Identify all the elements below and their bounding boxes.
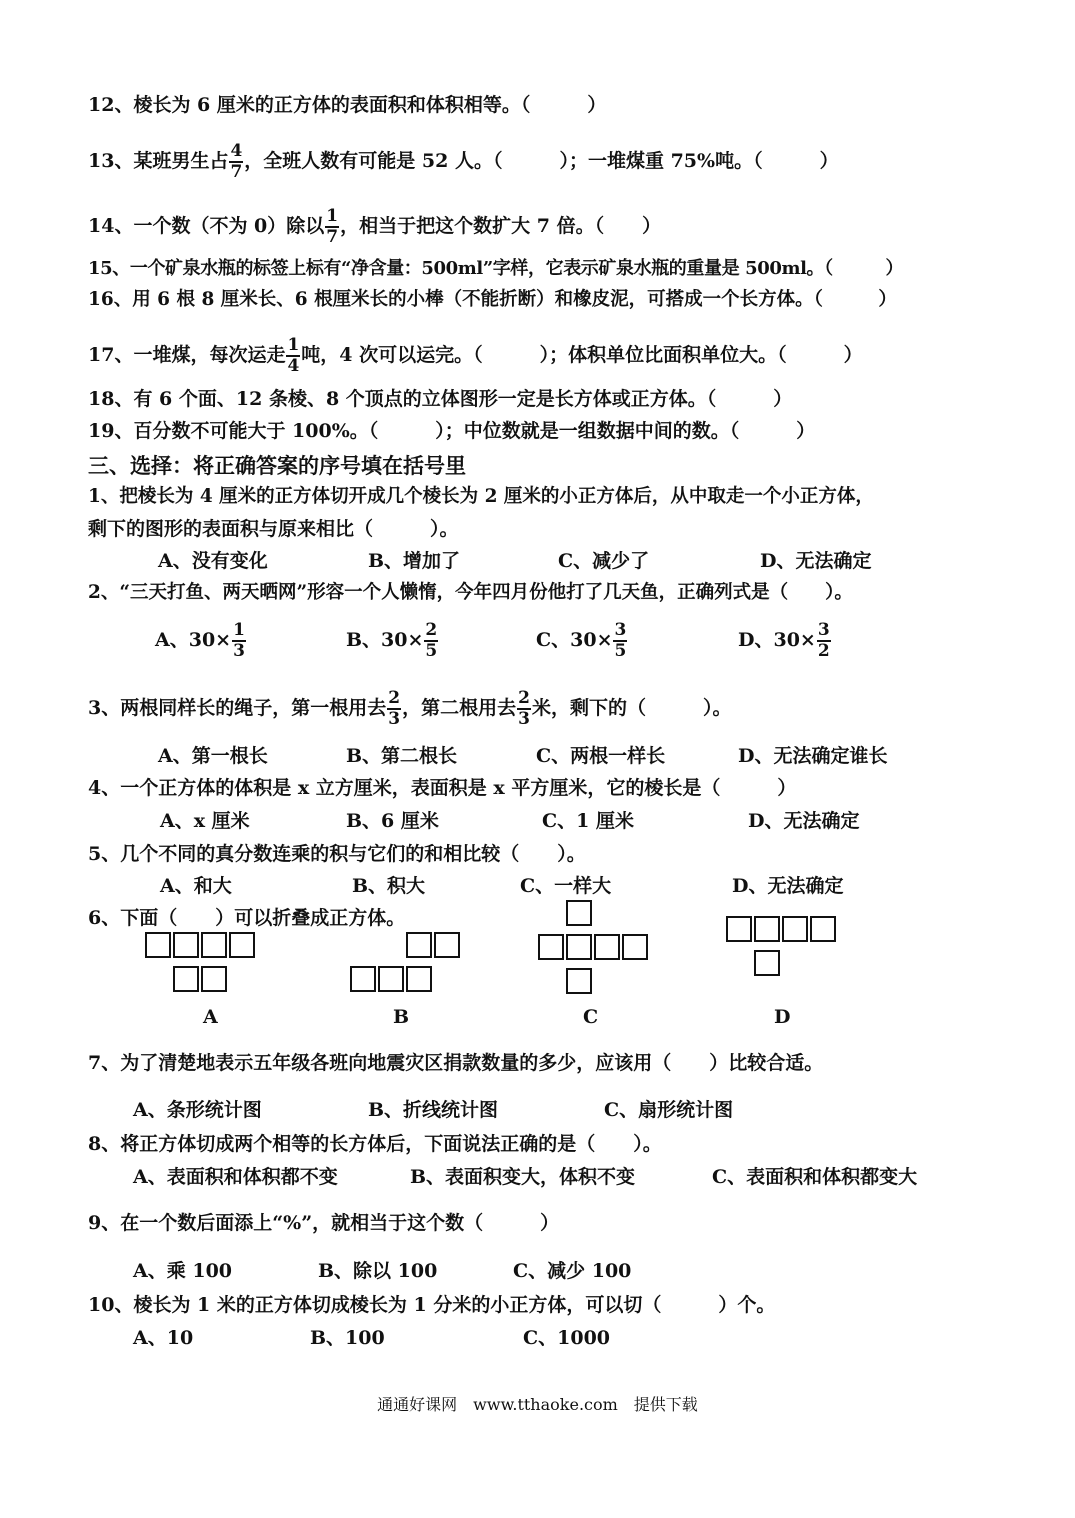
fraction-denominator: 7: [326, 227, 339, 247]
option-label: B、30×: [346, 629, 424, 651]
fraction-1-4: [286, 337, 300, 375]
fraction-denominator: 2: [817, 641, 830, 661]
fraction-denominator: 5: [614, 641, 627, 661]
q7-option-a: A、条形统计图: [133, 1099, 262, 1121]
question-17-text-a: 17、一堆煤，每次运走: [88, 344, 286, 366]
q1-option-d: D、无法确定: [760, 550, 872, 572]
question-12: 12、棱长为 6 厘米的正方体的表面积和体积相等。（ ）: [88, 94, 607, 116]
question-15: 15、一个矿泉水瓶的标签上标有“净含量：500ml”字样，它表示矿泉水瓶的重量是 500ml。（ ）: [88, 258, 904, 279]
option-label: C、30×: [536, 629, 613, 651]
q3-option-d: D、无法确定谁长: [738, 745, 888, 767]
question-13-text-b: ，全班人数有可能是 52 人。（ ）；一堆煤重 75%吨。（ ）: [244, 150, 839, 172]
q5-option-d: D、无法确定: [732, 875, 844, 897]
fraction-numerator: 3: [614, 620, 627, 640]
section-title: 三、选择：将正确答案的序号填在括号里: [88, 453, 466, 478]
q9-option-b: B、除以 100: [318, 1260, 438, 1282]
fraction-2-5: [424, 622, 438, 660]
choice-question-2: 2、“三天打鱼、两天晒网”形容一个人懒惰，今年四月份他打了几天鱼，正确列式是（ ）。: [88, 582, 853, 603]
question-13: [88, 143, 839, 181]
question-14-text-b: ，相当于把这个数扩大 7 倍。（ ）: [340, 215, 662, 237]
question-14-text-a: 14、一个数（不为 0）除以: [88, 215, 325, 237]
choice-question-5: 5、几个不同的真分数连乘的积与它们的和相比较（ ）。: [88, 843, 586, 865]
fraction-denominator: 5: [425, 641, 438, 661]
choice-question-1-line2: 剩下的图形的表面积与原来相比（ ）。: [88, 518, 459, 540]
cube-net-label-c: C: [583, 1006, 599, 1028]
choice-question-6: 6、下面（ ）可以折叠成正方体。: [88, 907, 406, 929]
question-18: 18、有 6 个面、12 条棱、8 个顶点的立体图形一定是长方体或正方体。（ ）: [88, 388, 793, 410]
q3-option-c: C、两根一样长: [536, 745, 666, 767]
fraction-2-3-second: [517, 690, 531, 728]
choice-question-1-line1: 1、把棱长为 4 厘米的正方体切开成几个棱长为 2 厘米的小正方体后，从中取走一个小正方体，: [88, 486, 874, 507]
question-19: 19、百分数不可能大于 100%。（ ）；中位数就是一组数据中间的数。（ ）: [88, 420, 816, 442]
choice-question-10: 10、棱长为 1 米的正方体切成棱长为 1 分米的小正方体，可以切（ ）个。: [88, 1294, 776, 1316]
cube-net-label-d: D: [774, 1006, 791, 1028]
question-3-text-a: 3、两根同样长的绳子，第一根用去: [88, 697, 387, 719]
question-17-text-b: 吨，4 次可以运完。（ ）；体积单位比面积单位大。（ ）: [301, 344, 863, 366]
footer-source: 通通好课网 www.tthaoke.com 提供下载: [377, 1395, 698, 1414]
q9-option-c: C、减少 100: [513, 1260, 632, 1282]
fraction-denominator: 4: [287, 356, 300, 376]
fraction-3-2: [817, 622, 831, 660]
choice-question-8: 8、将正方体切成两个相等的长方体后，下面说法正确的是（ ）。: [88, 1133, 662, 1155]
option-label: A、30×: [155, 629, 232, 651]
q7-option-b: B、折线统计图: [368, 1099, 499, 1121]
question-16: 16、用 6 根 8 厘米长、6 根厘米长的小棒（不能折断）和橡皮泥，可搭成一个长方体。（ ）: [88, 289, 897, 310]
question-3-text-c: 米，剩下的（ ）。: [531, 697, 732, 719]
fraction-2-3-first: [387, 690, 401, 728]
fraction-numerator: 1: [326, 206, 339, 226]
fraction-denominator: 3: [233, 641, 245, 661]
fraction-3-5: [613, 622, 627, 660]
q2-option-b: [346, 622, 439, 660]
fraction-1-3: [232, 622, 246, 660]
choice-question-4: 4、一个正方体的体积是 x 立方厘米，表面积是 x 平方厘米，它的棱长是（ ）: [88, 777, 797, 799]
q5-option-b: B、积大: [352, 875, 426, 897]
q3-option-b: B、第二根长: [346, 745, 458, 767]
q10-option-c: C、1000: [523, 1327, 611, 1349]
choice-question-9: 9、在一个数后面添上“%”，就相当于这个数（ ）: [88, 1212, 560, 1234]
q4-option-c: C、1 厘米: [542, 810, 634, 832]
q7-option-c: C、扇形统计图: [604, 1099, 734, 1121]
fraction-numerator: 3: [817, 620, 830, 640]
choice-question-7: 7、为了清楚地表示五年级各班向地震灾区捐款数量的多少，应该用（ ）比较合适。: [88, 1052, 824, 1074]
q4-option-a: A、x 厘米: [160, 810, 250, 832]
fraction-1-7: [325, 208, 339, 246]
q1-option-b: B、增加了: [368, 550, 461, 572]
question-13-text-a: 13、某班男生占: [88, 150, 229, 172]
fraction-numerator: 1: [233, 620, 245, 640]
option-label: D、30×: [738, 629, 816, 651]
q5-option-a: A、和大: [160, 875, 232, 897]
q5-option-c: C、一样大: [520, 875, 612, 897]
fraction-numerator: 2: [388, 688, 401, 708]
q4-option-d: D、无法确定: [748, 810, 860, 832]
q8-option-b: B、表面积变大，体积不变: [410, 1166, 636, 1188]
fraction-4-7: [229, 143, 243, 181]
fraction-numerator: 2: [518, 688, 530, 708]
fraction-denominator: 7: [230, 162, 243, 182]
fraction-numerator: 4: [230, 141, 243, 161]
q9-option-a: A、乘 100: [133, 1260, 233, 1282]
q2-option-c: [536, 622, 628, 660]
fraction-numerator: 1: [287, 335, 300, 355]
question-14: [88, 208, 661, 246]
fraction-numerator: 2: [425, 620, 438, 640]
q10-option-a: A、10: [133, 1327, 194, 1349]
q10-option-b: B、100: [310, 1327, 385, 1349]
q2-option-d: [738, 622, 832, 660]
cube-net-label-a: A: [203, 1006, 218, 1028]
q2-option-a: [155, 622, 247, 660]
q8-option-a: A、表面积和体积都不变: [133, 1166, 338, 1188]
q8-option-c: C、表面积和体积都变大: [712, 1166, 918, 1188]
fraction-denominator: 3: [388, 709, 401, 729]
question-3-text-b: ，第二根用去: [402, 697, 517, 719]
q1-option-a: A、没有变化: [158, 550, 268, 572]
question-17: [88, 337, 863, 375]
q3-option-a: A、第一根长: [158, 745, 268, 767]
q4-option-b: B、6 厘米: [346, 810, 439, 832]
q1-option-c: C、减少了: [558, 550, 650, 572]
cube-net-label-b: B: [393, 1006, 410, 1028]
choice-question-3: [88, 690, 731, 728]
fraction-denominator: 3: [518, 709, 530, 729]
